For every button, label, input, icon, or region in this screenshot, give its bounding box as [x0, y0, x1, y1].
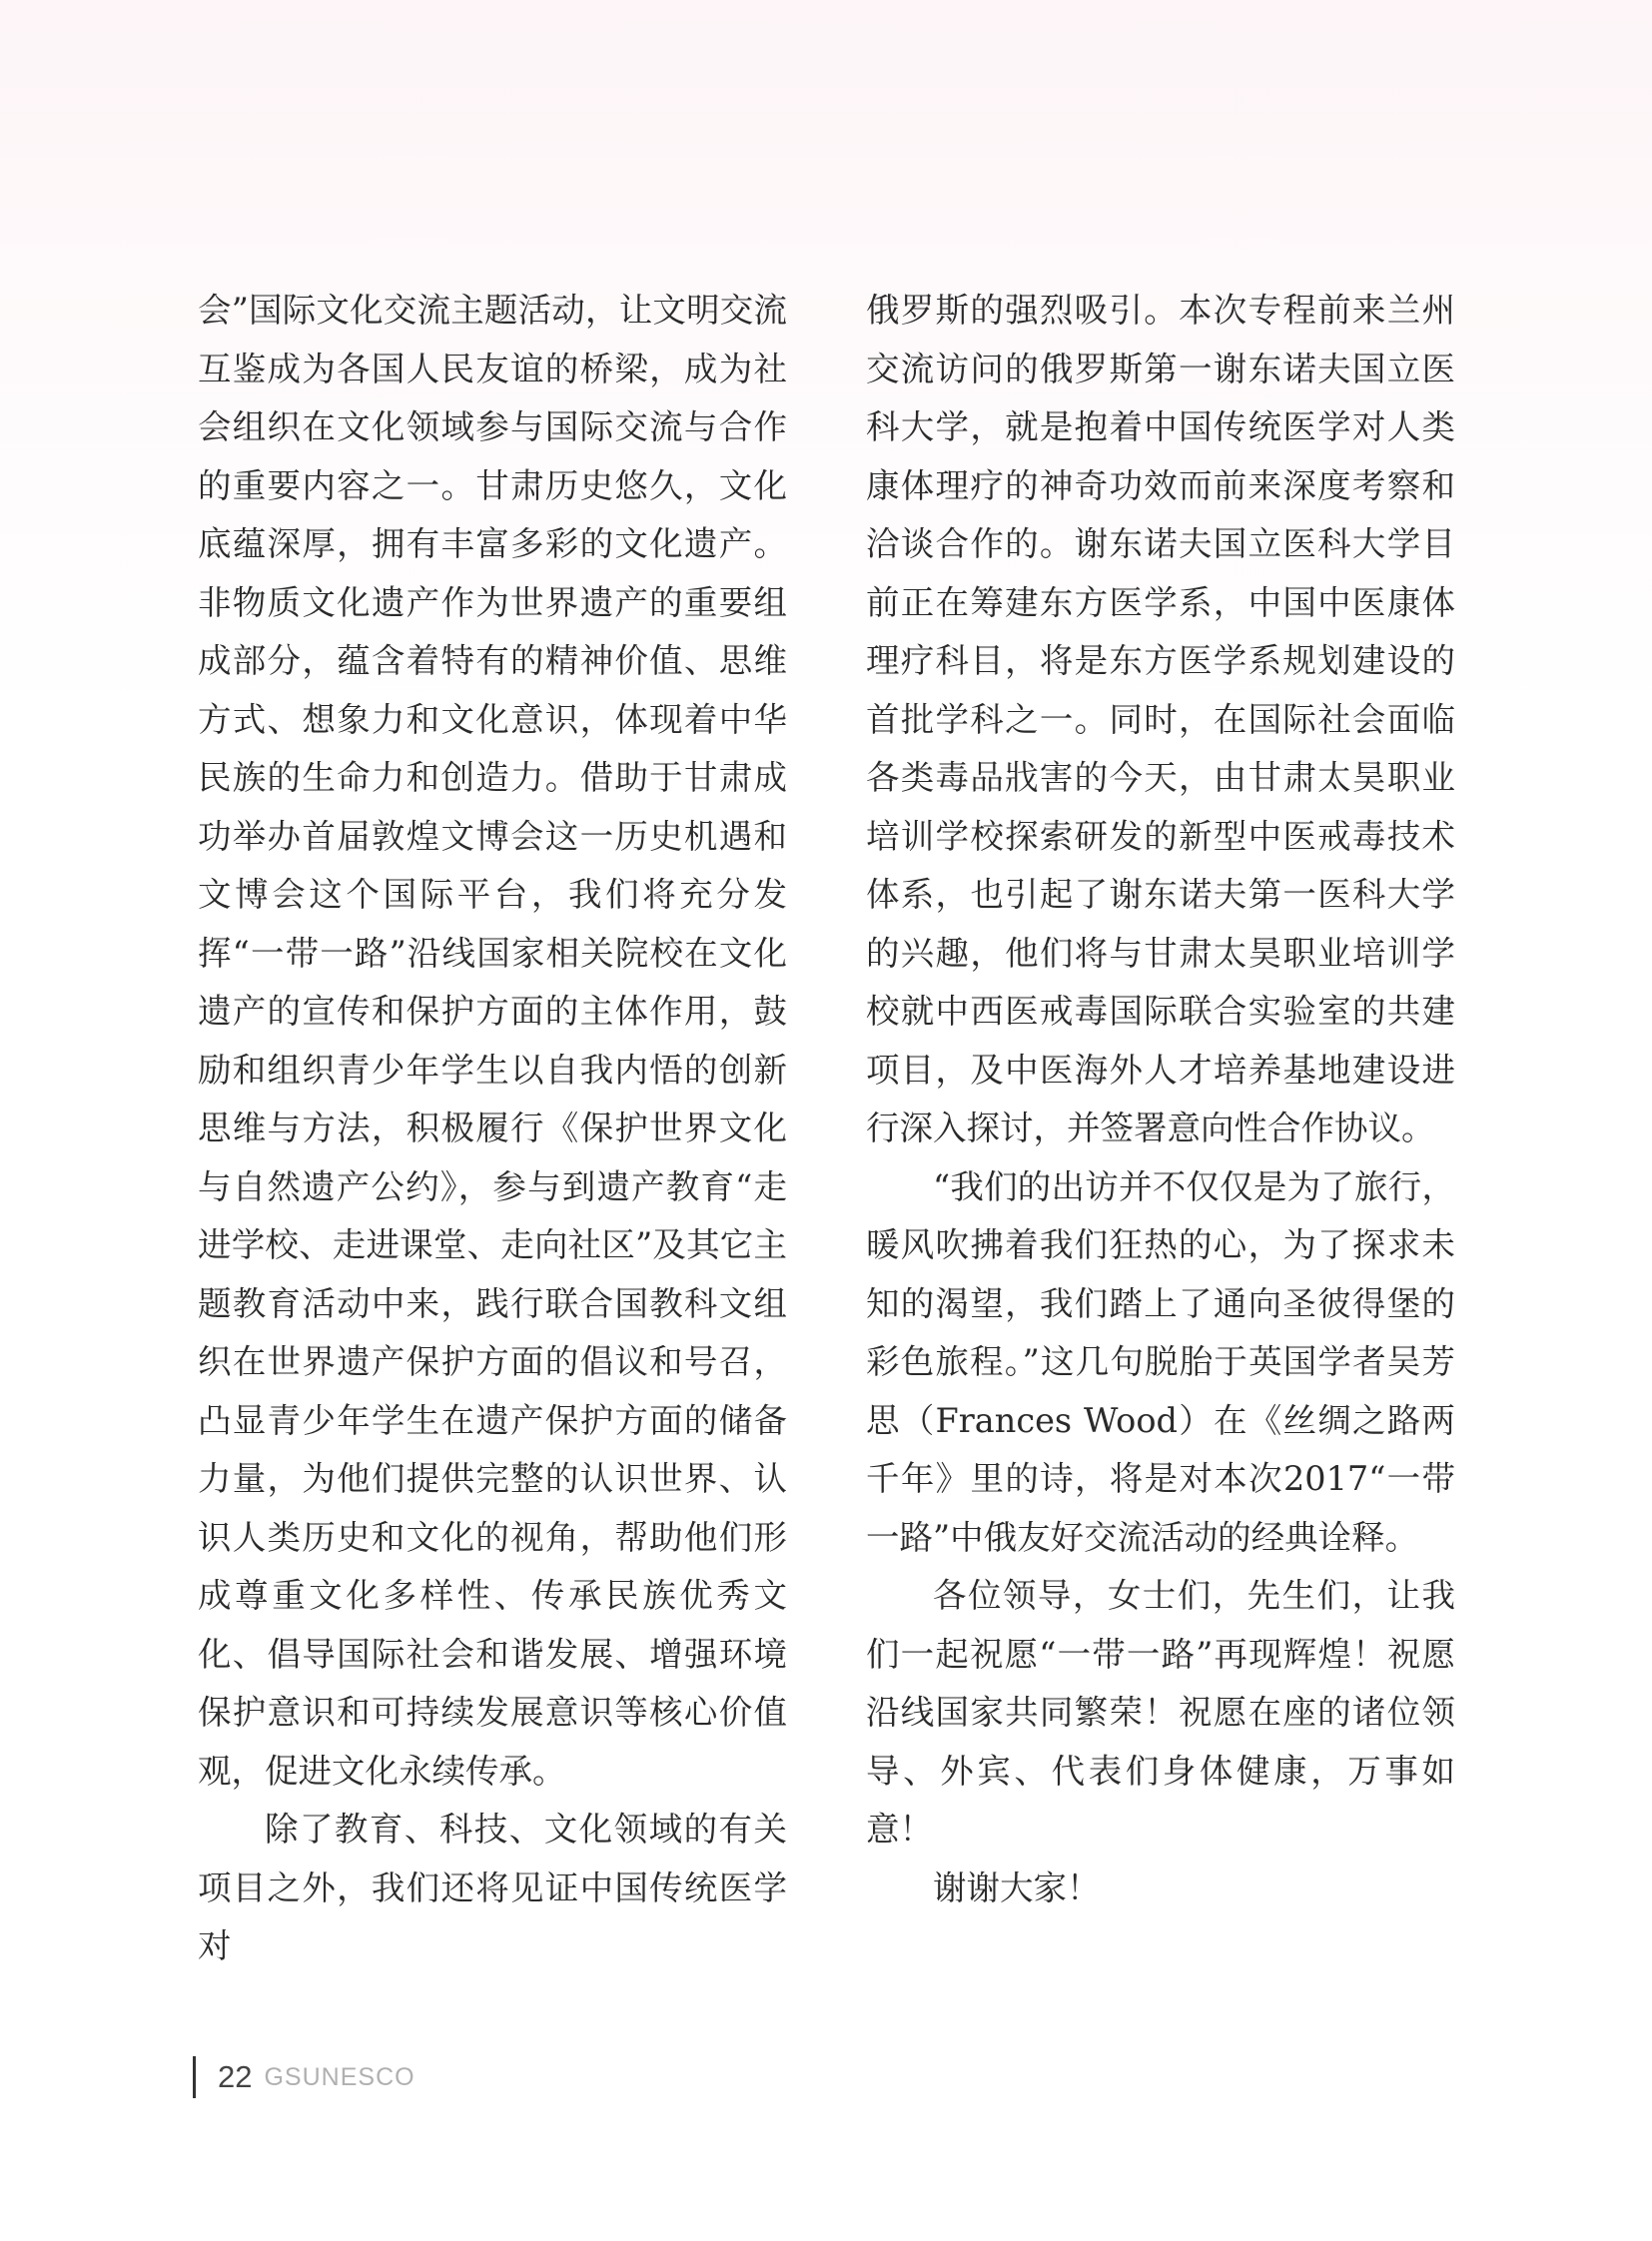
paragraph: 谢谢大家！ [933, 1868, 1101, 1907]
paragraph: 会”国际文化交流主题活动，让文明交流互鉴成为各国人民友谊的桥梁，成为社会组织在文化领域参与国际交流与合作的重要内容之一。甘肃历史悠久，文化底蕴深厚，拥有丰富多彩的文化遗产。非物质文化遗产作为世界遗产的重要组成部分，蕴含着特有的精神价值、思维方式、想象力和文化意识，体现着中华民族的生命力和创造力。借助于甘肃成功举办首届敦煌文博会这一历史机遇和文博会这个国际平台，我们将充分发挥“一带一路”沿线国家相关院校在文化遗产的宣传和保护方面的主体作用，鼓励和组织青少年学生以自我内悟的创新思维与方法，积极履行《保护世界文化与自然遗产公约》，参与到遗产教育“走进学校、走进课堂、走向社区”及其它主题教育活动中来，践行联合国教科文组织在世界遗产保护方面的倡议和号召，凸显青少年学生在遗产保护方面的储备力量，为他们提供完整的认识世界、认识人类历史和文化的视角，帮助他们形成尊重文化多样性、传承民族优秀文化、倡导国际社会和谐发展、增强环境保护意识和可持续发展意识等核心价值观，促进文化永续传承。 [198, 291, 787, 1791]
footer-divider [193, 2056, 196, 2098]
paragraph: 除了教育、科技、文化领域的有关项目之外，我们还将见证中国传统医学对 [198, 1810, 787, 1965]
left-column [198, 282, 787, 1976]
page-number: 22 [218, 2059, 253, 2094]
page-footer [193, 2055, 415, 2099]
publication-name: GSUNESCO [264, 2062, 415, 2091]
paragraph: “我们的出访并不仅仅是为了旅行，暖风吹拂着我们狂热的心，为了探求未知的渴望，我们踏上了通向圣彼得堡的彩色旅程。”这几句脱胎于英国学者吴芳思（Frances Wood）在《丝绸之路两千年》里的诗，将是对本次2017“一带一路”中俄友好交流活动的经典诠释。 [866, 1166, 1455, 1557]
paragraph: 各位领导，女士们，先生们，让我们一起祝愿“一带一路”再现辉煌！祝愿沿线国家共同繁荣！祝愿在座的诸位领导、外宾、代表们身体健康，万事如意！ [866, 1576, 1455, 1849]
paragraph: 俄罗斯的强烈吸引。本次专程前来兰州交流访问的俄罗斯第一谢东诺夫国立医科大学，就是抱着中国传统医学对人类康体理疗的神奇功效而前来深度考察和洽谈合作的。谢东诺夫国立医科大学目前正在筹建东方医学系，中国中医康体理疗科目，将是东方医学系规划建设的首批学科之一。同时，在国际社会面临各类毒品戕害的今天，由甘肃太昊职业培训学校探索研发的新型中医戒毒技术体系，也引起了谢东诺夫第一医科大学的兴趣，他们将与甘肃太昊职业培训学校就中西医戒毒国际联合实验室的共建项目，及中医海外人才培养基地建设进行深入探讨，并签署意向性合作协议。 [866, 291, 1455, 1147]
right-column [866, 282, 1455, 1917]
